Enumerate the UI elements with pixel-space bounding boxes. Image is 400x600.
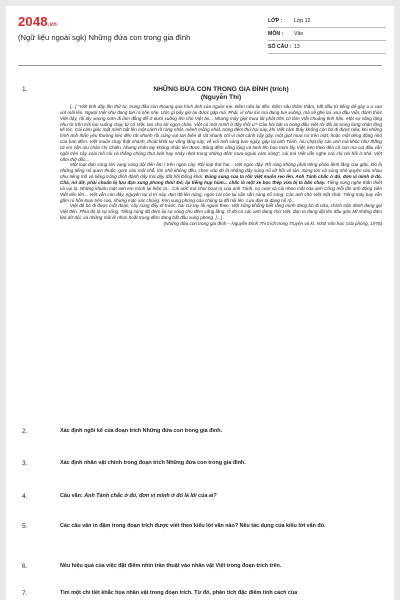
- meta-value: 13: [294, 44, 300, 50]
- logo-suffix: .vn: [47, 22, 58, 28]
- meta-class: [268, 15, 386, 28]
- meta-subject: [268, 28, 386, 41]
- question-text: Tìm một chi tiết khắc họa nhân vật trong đoạn trích. Từ đó, phân tích đặc điểm tính cách của: [60, 590, 298, 596]
- citation-book: Truyện và kí: [289, 220, 315, 226]
- passage-paragraph: [...] "Việt tỉnh dậy lần thứ tư, trong đầu còn thoang qua hình ảnh của người mẹ. Đêm nữa lại đến. Đêm sâu thăm thẳm, bắt đầu từ tiếng dế gáy u u cao vút mãi lên. Người Việt như đang tan ra nhè nhẹ. Ước gì bây giờ lại được gặp má. Phải, vì như lúc má đang bơi xuồng, má sẽ ghé lại, xoa đầu Việt, đánh thức Việt dậy, rồi lấy xoong cơm đi làm đồng để ở dưới xuồng lên cho Việt ăn... Nhưng mấy giọt mưa lất phất trên cỏ làm Việt choàng tỉnh hẳn. Một sự vắng lặng như từ trên trời lạo xuống chạy từ cỏ Việt, lan cho tới ngọn chân. Việt có một mình ở đây thôi ư? Câu hỏi bật ra trong đầu Việt rồi đội lại trong từng chân lông kẽ tóc. Cái cảm giác một mình bật lên một cách rõ ràng nhất, mênh mông nhất, trong đêm thứ hai này, khi Việt cảm thấy không còn bò đi được nữa, khi những hình ảnh thân yêu thường kéo đến rất nhanh rồi cũng vụt tan biến đi rất nhanh chỉ vì một cánh cây gãy, một giọt mưa rơi trên mặt, hoặc một tiếng động nhỏ của ban đêm. Việt muốn chạy thật nhanh, thoát khỏi sự vắng lặng này, về với ánh sáng ban ngày, gặp lại anh Tánh, níu chặt lấy các anh mà khóc như thằng Út em vẫn níu chân chị Chiến, nhưng chân tay không nhấc lên được. Bóng đêm vắng lặng và lạnh lẽo bao trùm lấy Việt, kéo theo đến cả con ma cụt đầu vẫn ngồi trên cây xoài mồ côi và thằng chòng thụt lưỡi hay nhảy nhót trong những đêm mưa ngoài vàm sông", cái mà Việt vẫn nghe các chị nói hồi ở nhà. Việt nằm thở dốc...: [60, 104, 382, 162]
- document-title: (Ngữ liệu ngoài sgk) Những đứa con trong gia đình: [18, 33, 191, 42]
- meta-key: MÔN :: [268, 31, 284, 37]
- question-text: Xác định nhân vật chính trong đoạn trích Những đứa con trong gia đình.: [60, 460, 246, 466]
- question-number: 3.: [22, 460, 28, 467]
- passage-title: [60, 86, 382, 102]
- question-text: Xác định ngôi kể của đoạn trích Những đứa con trong gia đình.: [60, 428, 223, 434]
- passage-text: Tiếng súng nghe thân thiết và vui lạ. Những khuôn mặt anh em mình lại hiện ra... Cái ước mơ chơi hoạt ra của anh Tánh, nụ cười và cái nheo mắt của anh Công mỗi lần anh động viên Việt tiến lên... Việt vẫn còn đây, nguyên tại vị trí này, đạn đã lên nòng, ngón cái còn lại vẫn sẵn sàng nổ súng. Các anh chờ Việt một chút. Tiếng máy bay vẫn gầm rú hỗn loạn trên cao, nhưng mặc xác chúng. Kèn xung phong của chúng ta đã nổi lên. Lựu đạn ta đang nổ rộ...: [60, 179, 382, 203]
- question-number: 2.: [22, 428, 28, 435]
- meta-key: LỚP :: [268, 18, 283, 24]
- passage-body: [60, 104, 382, 227]
- question-number: 5.: [22, 523, 28, 530]
- question-number: 1.: [22, 86, 28, 93]
- logo-main: 2048: [18, 14, 48, 29]
- site-logo[interactable]: [18, 14, 57, 29]
- passage-author: (Nguyễn Thi): [200, 94, 242, 101]
- meta-value: Lớp 12: [294, 18, 311, 24]
- passage-heading: NHỮNG ĐỨA CON TRONG GIA ĐÌNH (trích): [153, 86, 289, 93]
- meta-key: SỐ CÂU :: [268, 44, 292, 50]
- question-number: 6.: [22, 563, 28, 570]
- bold-passage-text: Đúng súng của ta rồi! Việt muốn reo lên. Anh Tánh chắc ở đó, đơn vị mình ở đó. Chà, nó dữ, phải chuẩn bị lựu đạn xung phong thôi! Đó, lại tiếng hụp hùm... chắc là một xe bọc thép vừa bị ta bắn cháy.: [60, 174, 382, 185]
- header-divider: [18, 65, 382, 66]
- document-page: [6, 6, 394, 600]
- passage-citation: (Những đứa con trong gia đình – Nguyễn Đình Thi trích trong Truyện và kí, NXB Văn học Giải phóng, 1978): [163, 220, 382, 226]
- question-number: 7.: [22, 590, 28, 597]
- question-text: Câu văn: Anh Tánh chắc ở đó, đơn vị mình ở đó là lối của ai?: [60, 493, 217, 499]
- document-meta: [268, 15, 386, 54]
- passage-paragraph: [60, 162, 382, 203]
- question-quote: Anh Tánh chắc ở đó, đơn vị mình ở đó là lối của ai?: [84, 493, 217, 499]
- meta-question-count: [268, 41, 386, 54]
- question-text: Các câu văn in đậm trong đoạn trích được viết theo kiểu lời văn nào? Nêu tác dụng của kiểu lời văn đó.: [60, 523, 326, 529]
- passage-text: Một loạt đạn súng lớn vang vang dội đến ầm ì trên ngọn cây. Rồi loạt thứ hai... Việt ngóc dậy. Rõ ràng không phải tiếng pháo lệnh lắng của giặc. Đó là những tiếng nổ quen thuộc, gom vào một chỗ, lớn nhỏ không đều, chen vào đó là những dây súng nổ vỡ hồi vô tận. Súng lớn và súng nhỏ quyện vào nhau như tiếng mõ và tiếng trống đình đánh dây trời dậy đất hồi Đồng khởi.: [60, 162, 382, 180]
- meta-value: Văn: [294, 31, 304, 37]
- passage-paragraph: Việt đã bò đi được một đoạn, cây súng đẩy đi trước, hai cùi tay lôi người theo. Việt cũng không biết rằng mình đang bò đi nữa, chính trận đánh đang gọi Việt đến. Phía đó là sự sống. Tiếng súng đã đem lại sự sống cho đêm vắng lặng. Ở đó có các anh đang chờ Việt, đạn ta đang dội lên đầu giặc Mĩ những đám lửa dữ dội, và những mũi lê nhọn hoắt trong đêm đang bắt đầu xung phong. [...]: [60, 203, 382, 221]
- question-text: Nêu hiệu quả của việc đặt điểm nhìn trần thuật vào nhân vật Việt trong đoạn trích trên.: [60, 563, 282, 569]
- question-number: 4.: [22, 493, 28, 500]
